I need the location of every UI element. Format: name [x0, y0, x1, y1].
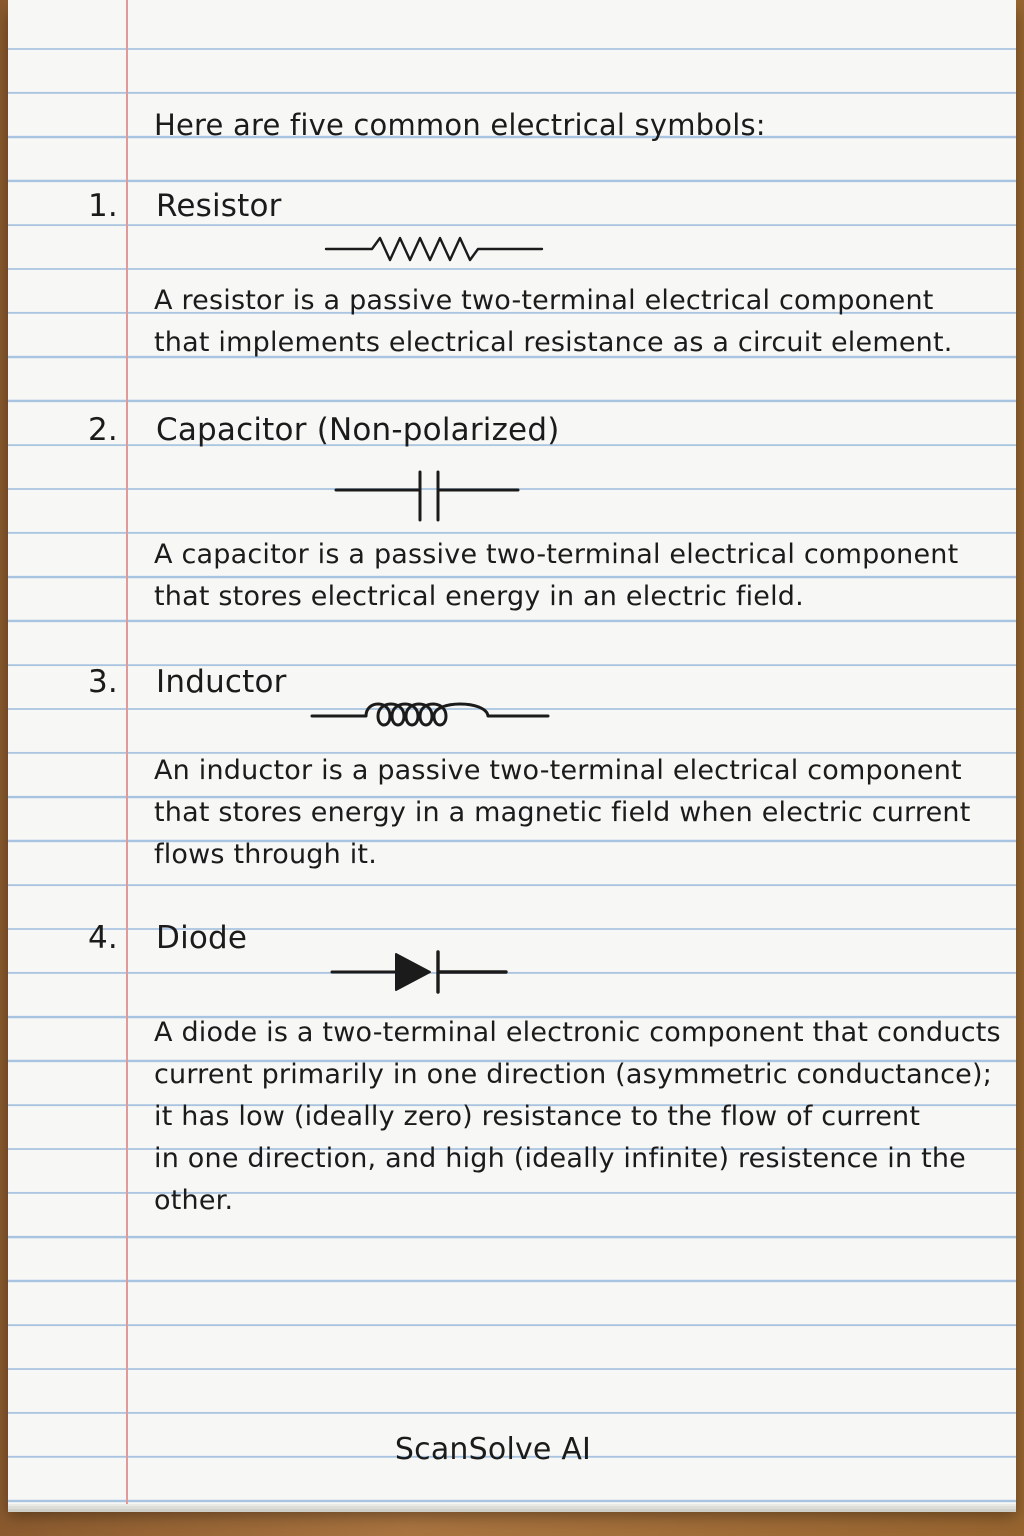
- item-description: [154, 280, 953, 364]
- item-number: 3.: [88, 664, 118, 700]
- item-description: [154, 750, 971, 876]
- item-title-resistor: Resistor: [156, 188, 282, 224]
- notebook-page: [8, 0, 1016, 1504]
- capacitor-symbol-icon: [334, 468, 524, 524]
- resistor-symbol-icon: [324, 232, 550, 266]
- intro-text: Here are five common electrical symbols:: [154, 108, 766, 142]
- description-line: current primarily in one direction (asymmetric conductance);: [154, 1059, 993, 1090]
- item-title-capacitor: Capacitor (Non-polarized): [156, 412, 560, 448]
- description-line: other.: [154, 1185, 234, 1216]
- description-line: in one direction, and high (ideally infinite) resistence in the: [154, 1143, 966, 1174]
- item-number: 4.: [88, 920, 118, 956]
- description-line: An inductor is a passive two-terminal electrical component: [154, 755, 962, 786]
- description-line: that stores energy in a magnetic field when electric current: [154, 797, 971, 828]
- item-description: [154, 1012, 1001, 1222]
- item-number: 1.: [88, 188, 118, 224]
- margin-line: [126, 0, 128, 1504]
- item-title-inductor: Inductor: [156, 664, 287, 700]
- item-description: [154, 534, 958, 618]
- description-line: that stores electrical energy in an electric field.: [154, 581, 804, 612]
- description-line: that implements electrical resistance as a circuit element.: [154, 327, 953, 358]
- description-line: A diode is a two-terminal electronic component that conducts: [154, 1017, 1001, 1048]
- description-line: A capacitor is a passive two-terminal electrical component: [154, 539, 959, 570]
- description-line: it has low (ideally zero) resistance to the flow of current: [154, 1101, 921, 1132]
- diode-symbol-icon: [330, 948, 512, 996]
- description-line: flows through it.: [154, 839, 377, 870]
- inductor-symbol-icon: [310, 694, 554, 736]
- footer-signature: ScanSolve AI: [394, 1432, 592, 1467]
- item-number: 2.: [88, 412, 118, 448]
- description-line: A resistor is a passive two-terminal electrical component: [154, 285, 934, 316]
- item-title-diode: Diode: [156, 920, 248, 956]
